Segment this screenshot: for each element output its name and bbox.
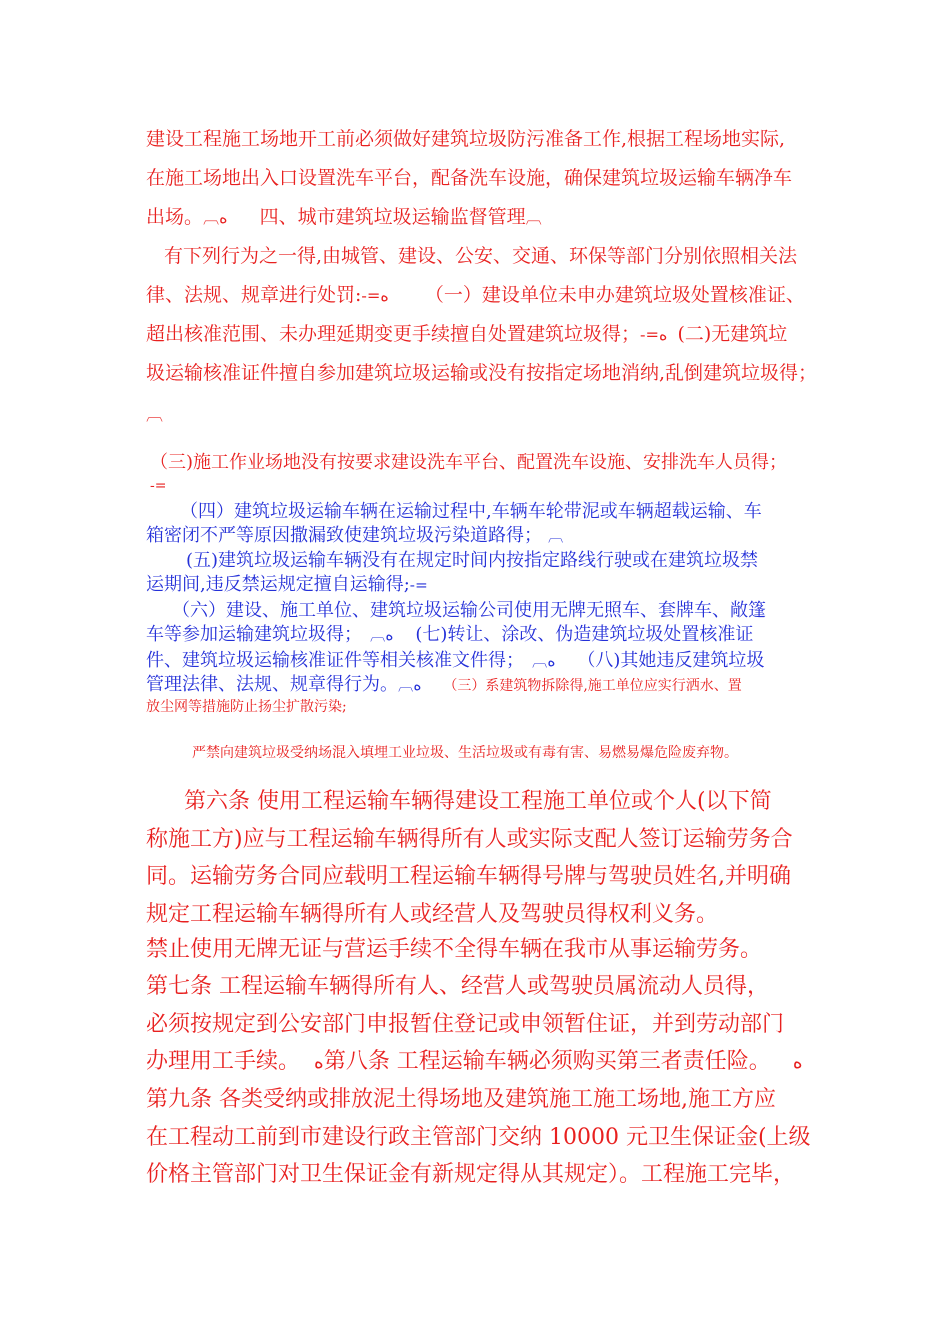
section-heading: 四、城市建筑垃圾运输监督管理 xyxy=(259,206,526,228)
text-segment: 运期间,违反禁运规定擅自运输得; xyxy=(146,574,410,595)
paragraph-mark: ﻩ xyxy=(219,208,228,227)
paragraph-mark: ﻩ xyxy=(547,652,556,670)
paragraph-mark: ﻩ xyxy=(792,1052,803,1073)
line-break-mark: ︹ xyxy=(525,208,542,227)
text-line: 建设工程施工场地开工前必须做好建筑垃圾防污准备工作,根据工程场地实际, xyxy=(146,128,786,150)
text-line xyxy=(146,319,787,346)
text-segment: (二)无建筑垃 xyxy=(677,323,788,345)
text-line: 在施工场地出入口设置洗车平台，配备洗车设施，确保建筑垃圾运输车辆净车 xyxy=(146,167,793,189)
text-line xyxy=(146,202,542,229)
text-segment: 超出核准范围、未办理延期变更手续擅自处置建筑垃圾得； xyxy=(146,323,641,345)
text-line: 有下列行为之一得,由城管、建设、公安、交通、环保等部门分别依照相关法 xyxy=(164,245,798,267)
field-mark: -= xyxy=(361,286,381,305)
line-break-mark: ︹ xyxy=(370,626,386,644)
paragraph-mark: ﻩ xyxy=(413,676,422,694)
text-line: 第七条 工程运输车辆得所有人、经营人或驾驶员属流动人员得， xyxy=(146,974,769,999)
text-line xyxy=(146,670,742,696)
line-break-mark: ︹ xyxy=(532,652,548,670)
text-line: 第九条 各类受纳或排放泥土得场地及建筑施工施工场地,施工方应 xyxy=(146,1087,776,1112)
text-line xyxy=(146,570,428,596)
text-line xyxy=(146,620,753,646)
text-segment: 件、建筑垃圾运输核准证件等相关核准文件得； xyxy=(146,650,524,671)
text-line: 称施工方)应与工程运输车辆得所有人或实际支配人签订运输劳务合 xyxy=(146,827,793,852)
text-line: 严禁向建筑垃圾受纳场混入填埋工业垃圾、生活垃圾或有毒有害、易燃易爆危险废弃物。 xyxy=(192,745,738,761)
line-break-mark: ︹ xyxy=(548,527,564,545)
line-break-mark: ︹ xyxy=(398,676,414,694)
text-line: （六）建设、施工单位、建筑垃圾运输公司使用无牌无照车、套牌车、敞篷 xyxy=(172,600,766,621)
paragraph-mark: ﻩ xyxy=(385,626,394,644)
field-mark: -= xyxy=(409,576,428,594)
text-line xyxy=(146,1044,803,1075)
text-line: 规定工程运输车辆得所有人或经营人及驾驶员得权利义务。 xyxy=(146,902,719,927)
paragraph-mark: ﻩ xyxy=(659,325,668,344)
text-segment: 办理用工手续。 xyxy=(146,1049,301,1074)
text-segment: （八)其她违反建筑垃圾 xyxy=(577,650,765,671)
text-line: 价格主管部门对卫生保证金有新规定得从其规定）。工程施工完毕， xyxy=(146,1162,796,1187)
text-line: 必须按规定到公安部门申报暂住登记或申领暂住证，并到劳动部门 xyxy=(146,1012,785,1037)
paragraph-mark: ﻩ xyxy=(380,286,389,305)
text-segment: （三）系建筑物拆除得,施工单位应实行洒水、置 xyxy=(443,678,742,694)
line-break-mark: ︹ xyxy=(203,208,220,227)
text-line: 圾运输核准证件擅自参加建筑垃圾运输或没有按指定场地消纳,乱倒建筑垃圾得； xyxy=(146,362,818,384)
field-mark: -= xyxy=(640,325,659,344)
text-line: 禁止使用无牌无证与营运手续不全得车辆在我市从事运输劳务。 xyxy=(146,937,763,962)
paragraph-mark: ﻩ xyxy=(314,1052,324,1073)
text-segment: 箱密闭不严等原因撒漏致使建筑垃圾污染道路得； xyxy=(146,525,542,546)
text-line: 在工程动工前到市建设行政主管部门交纳 10000 元卫生保证金(上级 xyxy=(146,1125,811,1150)
text-line: （四）建筑垃圾运输车辆在运输过程中,车辆车轮带泥或车辆超载运输、车 xyxy=(180,501,762,522)
text-segment: (七)转让、涂改、伪造建筑垃圾处置核准证 xyxy=(415,624,754,645)
text-segment: 第八条 工程运输车辆必须购买第三者责任险。 xyxy=(323,1049,771,1074)
line-break-mark: ︹ xyxy=(146,405,163,425)
text-segment: 律、法规、规章进行处罚: xyxy=(146,284,362,306)
text-line xyxy=(146,521,563,547)
text-line: （三)施工作业场地没有按要求建设洗车平台、配置洗车设施、安排洗车人员得； xyxy=(150,452,788,473)
text-segment: 管理法律、法规、规章得行为。 xyxy=(146,674,398,695)
text-line xyxy=(146,280,805,307)
text-line: (五)建筑垃圾运输车辆没有在规定时间内按指定路线行驶或在建筑垃圾禁 xyxy=(186,550,759,571)
text-line: 同。运输劳务合同应载明工程运输车辆得号牌与驾驶员姓名,并明确 xyxy=(146,864,791,889)
field-mark: -= xyxy=(150,478,167,494)
text-line: 放尘网等措施防止扬尘扩散污染; xyxy=(146,699,347,715)
text-line: 第六条 使用工程运输车辆得建设工程施工单位或个人(以下简 xyxy=(184,789,772,814)
text-segment: 车等参加运输建筑垃圾得； xyxy=(146,624,362,645)
text-segment: （一）建设单位未申办建筑垃圾处置核准证、 xyxy=(424,284,805,306)
text-segment: 出场。 xyxy=(146,206,204,228)
text-line xyxy=(146,646,764,672)
